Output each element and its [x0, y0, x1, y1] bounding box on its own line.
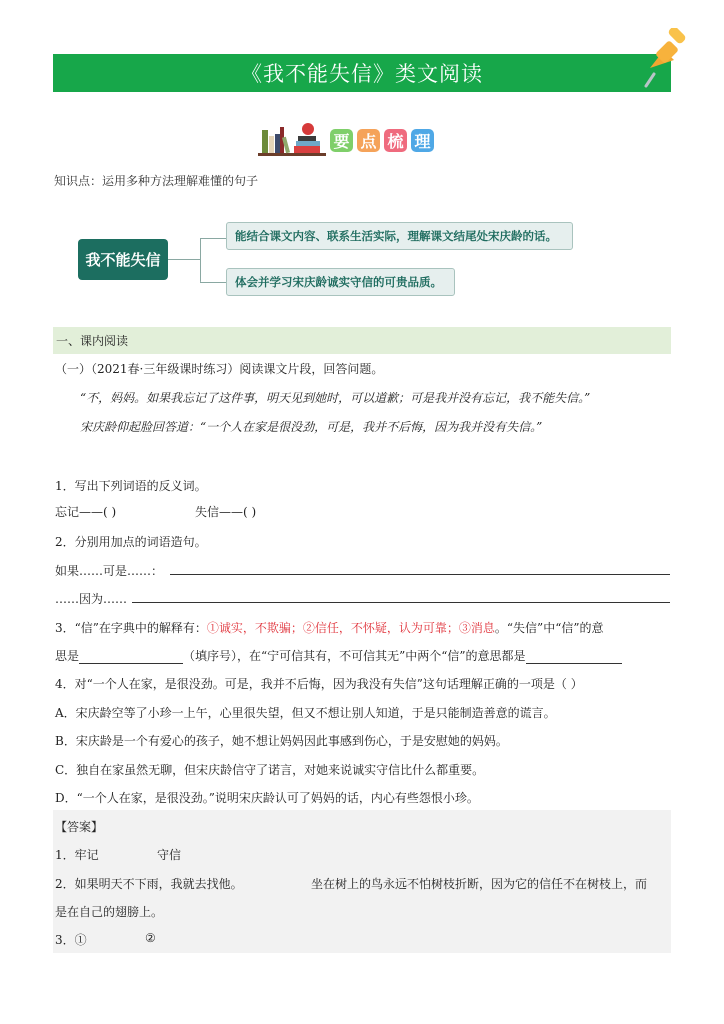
question-3-line-2 [55, 647, 622, 664]
answer-1-part-1: 1．牢记 [55, 848, 99, 862]
answer-blank-3-1[interactable] [79, 663, 183, 664]
question-2-item-1: 如果……可是……： [55, 564, 164, 578]
page-title: 《我不能失信》类文阅读 [241, 62, 483, 86]
answer-line-2-2[interactable] [132, 602, 670, 603]
question-4-option-b[interactable]: B．宋庆龄是一个有爱心的孩子，她不想让妈妈因此事感到伤心，于是安慰她的妈妈。 [55, 734, 508, 748]
title-bar [53, 54, 671, 92]
question-2-item-2: ……因为…… [55, 592, 128, 606]
section-title: 一、课内阅读 [56, 334, 129, 348]
mindmap-root: 我不能失信 [78, 239, 168, 280]
keypoints-banner [258, 122, 434, 158]
answer-2-part-1: 2．如果明天不下雨，我就去找他。 [55, 877, 243, 891]
keypoint-char-3: 梳 [384, 129, 407, 152]
question-4-prompt: 4．对“一个人在家，是很没劲。可是，我并不后悔，因为我没有失信”这句话理解正确的一项是（ ） [55, 677, 583, 691]
keypoint-char-2: 点 [357, 129, 380, 152]
knowledge-point: 知识点：运用多种方法理解难懂的句子 [54, 174, 259, 188]
question-4-option-d[interactable]: D．“一个人在家，是很没劲。”说明宋庆龄认可了妈妈的话，内心有些怨恨小珍。 [55, 791, 479, 805]
answer-label: 【答案】 [55, 820, 104, 834]
answer-line-2-1[interactable] [170, 574, 670, 575]
question-3-definitions: ①诚实，不欺骗；②信任，不怀疑，认为可靠；③消息 [206, 621, 495, 635]
answer-2-continuation: 是在自己的翅膀上。 [55, 905, 164, 919]
answer-2-part-2: 坐在树上的鸟永远不怕树枝折断，因为它的信任不在树枝上，而 [311, 877, 648, 891]
answer-3-part-1: 3．① [55, 933, 87, 947]
mindmap-connector [200, 238, 201, 282]
passage-paragraph-1: “不，妈妈。如果我忘记了这件事，明天见到她时，可以道歉；可是我并没有忘记，我不能失信。” [80, 391, 591, 405]
bookshelf-icon [258, 122, 326, 158]
question-4-option-a[interactable]: A．宋庆龄空等了小珍一上午，心里很失望，但又不想让别人知道，于是只能制造善意的谎言。 [55, 706, 556, 720]
question-1-prompt: 1．写出下列词语的反义词。 [55, 479, 207, 493]
keypoint-char-1: 要 [330, 129, 353, 152]
question-2-prompt: 2．分别用加点的词语造句。 [55, 535, 207, 549]
question-1-item-2: 失信——( ) [195, 505, 257, 519]
question-4-option-c[interactable]: C．独自在家虽然无聊，但宋庆龄信守了诺言，对她来说诚实守信比什么都重要。 [55, 763, 485, 777]
section-header [53, 327, 671, 354]
question-3-line2-start: 思是 [55, 649, 80, 663]
answer-3-part-2: ② [145, 931, 156, 945]
keypoint-char-4: 理 [411, 129, 434, 152]
question-1-item-1: 忘记——( ) [55, 505, 117, 519]
question-3-prefix: 3．“信”在字典中的解释有： [55, 621, 207, 635]
mindmap-connector [168, 259, 200, 260]
question-3-suffix: 。“失信”中“信”的意 [494, 621, 604, 635]
answer-1-part-2: 守信 [157, 848, 182, 862]
question-3-line2-mid: （填序号），在“宁可信其有，不可信其无”中两个“信”的意思都是 [183, 649, 526, 663]
passage-paragraph-2: 宋庆龄仰起脸回答道：“一个人在家是很没劲，可是，我并不后悔，因为我并没有失信。” [80, 420, 543, 434]
mindmap-branch-2: 体会并学习宋庆龄诚实守信的可贵品质。 [226, 268, 455, 296]
question-3-line-1 [55, 619, 603, 636]
answer-blank-3-2[interactable] [526, 663, 622, 664]
pushpin-icon [640, 28, 690, 88]
mindmap-connector [200, 282, 226, 283]
mindmap-connector [200, 238, 226, 239]
mindmap-branch-1: 能结合课文内容、联系生活实际，理解课文结尾处宋庆龄的话。 [226, 222, 573, 250]
passage-intro: （一）（2021春·三年级课时练习）阅读课文片段，回答问题。 [55, 362, 384, 376]
